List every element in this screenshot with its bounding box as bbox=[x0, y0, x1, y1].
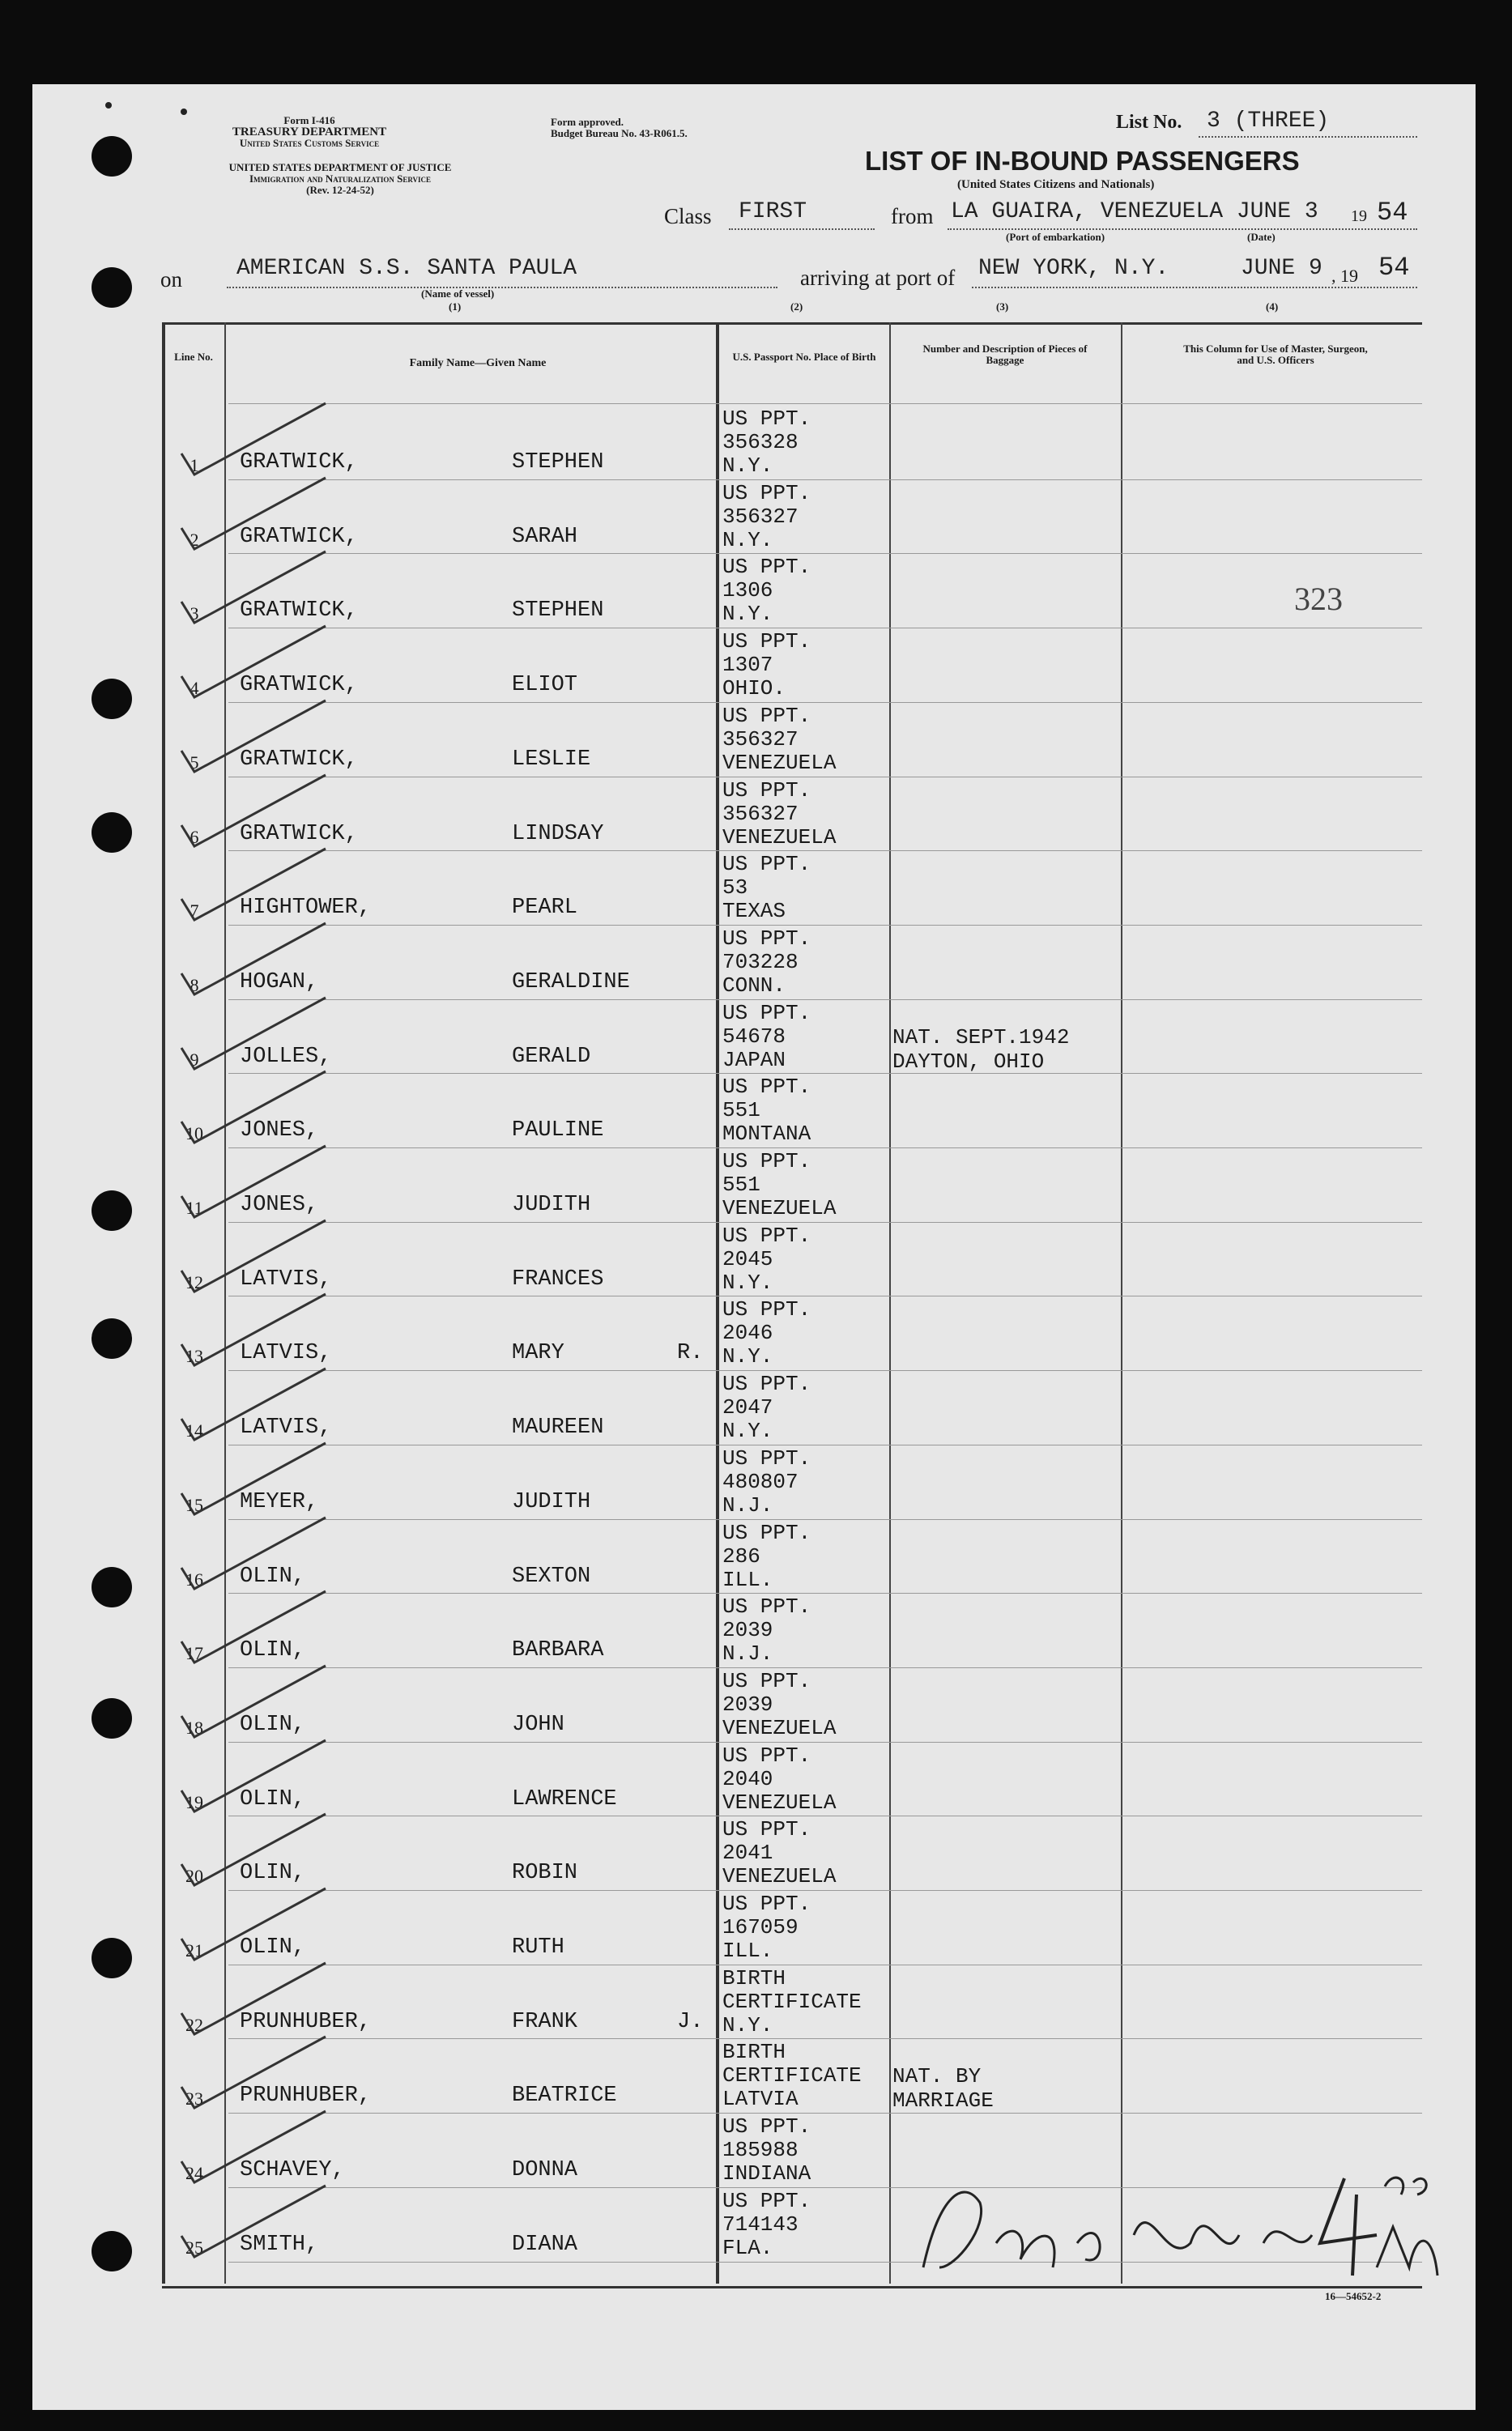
line-number: 25 bbox=[185, 2237, 203, 2258]
passport-line: US PPT. bbox=[722, 1668, 811, 1693]
row-separator bbox=[228, 1073, 1422, 1074]
punch-hole bbox=[92, 1698, 132, 1739]
passport-line: 1307 bbox=[722, 653, 773, 678]
given-name: JOHN bbox=[512, 1712, 564, 1737]
from-year-prefix: 19 bbox=[1351, 207, 1367, 225]
row-separator bbox=[228, 702, 1422, 703]
passport-line: US PPT. bbox=[722, 1223, 811, 1248]
passport-line: 54678 bbox=[722, 1024, 786, 1049]
arrival-year: 54 bbox=[1378, 253, 1410, 283]
line-number: 17 bbox=[185, 1643, 203, 1664]
passport-line: N.J. bbox=[722, 1641, 773, 1667]
department-block: UNITED STATES DEPARTMENT OF JUSTICE Immigration and Naturalization Service (Rev. 12-24-52) bbox=[228, 161, 452, 196]
passport-line: VENEZUELA bbox=[722, 1864, 837, 1889]
passport-line: US PPT. bbox=[722, 1372, 811, 1397]
middle-initial: J. bbox=[677, 2009, 704, 2034]
ink-dot bbox=[105, 102, 112, 109]
given-name: JUDITH bbox=[512, 1489, 591, 1514]
passport-line: ILL. bbox=[722, 1939, 773, 1963]
family-name: GRATWICK, bbox=[240, 747, 358, 772]
arrival-date: JUNE 9 bbox=[1241, 256, 1322, 281]
family-name: OLIN, bbox=[240, 1861, 306, 1886]
family-name: GRATWICK, bbox=[240, 821, 358, 846]
signature-text: Insp Singer 4 20 PM bbox=[891, 2146, 898, 2147]
given-name: ELIOT bbox=[512, 673, 578, 698]
family-name: JOLLES, bbox=[240, 1044, 332, 1069]
punch-hole bbox=[92, 2231, 132, 2271]
passport-line: US PPT. bbox=[722, 407, 811, 431]
passport-line: N.Y. bbox=[722, 453, 773, 478]
family-name: OLIN, bbox=[240, 1935, 306, 1960]
baggage-note: NAT. SEPT.1942 bbox=[892, 1024, 1070, 1049]
table-left-border bbox=[162, 322, 165, 2284]
date-caption: (Date) bbox=[1247, 231, 1276, 243]
given-name: MARY bbox=[512, 1341, 564, 1366]
col1-caption: (1) bbox=[449, 300, 462, 313]
row-separator bbox=[228, 1519, 1422, 1520]
class-value: FIRST bbox=[739, 199, 807, 224]
line-number: 1 bbox=[190, 455, 199, 475]
passport-line: 2041 bbox=[722, 1841, 773, 1866]
passport-line: OHIO. bbox=[722, 676, 786, 701]
arrival-port: NEW YORK, N.Y. bbox=[978, 256, 1169, 281]
line-number: 10 bbox=[185, 1123, 203, 1144]
on-label: on bbox=[160, 267, 182, 292]
list-no-underline bbox=[1199, 136, 1417, 138]
family-name: PRUNHUBER, bbox=[240, 2084, 372, 2109]
family-name: GRATWICK, bbox=[240, 450, 358, 475]
line-number: 5 bbox=[190, 751, 199, 773]
passport-line: 356327 bbox=[722, 801, 799, 826]
row-separator bbox=[228, 1667, 1422, 1668]
row-separator bbox=[228, 479, 1422, 480]
line-number: 7 bbox=[190, 900, 199, 922]
passport-line: VENEZUELA bbox=[722, 1715, 837, 1740]
line-number: 16 bbox=[185, 1569, 203, 1590]
ink-dot bbox=[181, 109, 187, 115]
passport-line: US PPT. bbox=[722, 2188, 811, 2213]
passport-line: N.Y. bbox=[722, 1419, 773, 1444]
passport-line: CERTIFICATE bbox=[722, 1989, 862, 2014]
given-name: BEATRICE bbox=[512, 2084, 617, 2109]
passport-line: LATVIA bbox=[722, 2087, 799, 2112]
punch-hole bbox=[92, 136, 132, 177]
from-value: LA GUAIRA, VENEZUELA JUNE 3 bbox=[951, 199, 1318, 224]
given-name: LESLIE bbox=[512, 747, 591, 772]
passport-line: US PPT. bbox=[722, 1520, 811, 1545]
line-number: 24 bbox=[185, 2163, 203, 2184]
stamp-number: 323 bbox=[1294, 581, 1343, 617]
row-separator bbox=[228, 999, 1422, 1000]
from-year: 54 bbox=[1377, 198, 1408, 228]
passport-line: 356327 bbox=[722, 504, 799, 529]
passport-line: 286 bbox=[722, 1543, 760, 1569]
passport-line: 2045 bbox=[722, 1246, 773, 1271]
passport-line: N.Y. bbox=[722, 602, 773, 627]
row-separator bbox=[228, 553, 1422, 554]
passport-line: FLA. bbox=[722, 2235, 773, 2260]
line-number: 8 bbox=[190, 974, 199, 995]
row-separator bbox=[228, 925, 1422, 926]
passport-line: 2039 bbox=[722, 1692, 773, 1717]
passport-line: 2040 bbox=[722, 1766, 773, 1791]
punch-hole bbox=[92, 812, 132, 853]
passport-line: INDIANA bbox=[722, 2161, 811, 2186]
middle-initial: R. bbox=[677, 1341, 704, 1366]
given-name: LINDSAY bbox=[512, 821, 604, 846]
given-name: DIANA bbox=[512, 2232, 578, 2257]
passport-line: 53 bbox=[722, 875, 748, 900]
passport-line: US PPT. bbox=[722, 1149, 811, 1173]
line-number: 15 bbox=[185, 1494, 203, 1515]
passport-line: TEXAS bbox=[722, 899, 786, 924]
given-name: STEPHEN bbox=[512, 450, 604, 475]
family-name: JONES, bbox=[240, 1193, 319, 1217]
line-number: 2 bbox=[190, 529, 199, 550]
check-mark-icon bbox=[172, 2179, 334, 2268]
given-name: FRANK bbox=[512, 2009, 578, 2034]
family-name: HIGHTOWER, bbox=[240, 896, 372, 921]
line-number: 19 bbox=[185, 1791, 203, 1812]
family-name: OLIN, bbox=[240, 1712, 306, 1737]
passport-line: 714143 bbox=[722, 2212, 799, 2237]
arrival-underline bbox=[972, 287, 1417, 288]
passport-line: US PPT. bbox=[722, 1892, 811, 1916]
line-number: 3 bbox=[190, 603, 199, 624]
family-name: OLIN, bbox=[240, 1564, 306, 1589]
family-name: MEYER, bbox=[240, 1489, 319, 1514]
passport-line: 551 bbox=[722, 1173, 760, 1197]
given-name: SARAH bbox=[512, 524, 578, 549]
passport-line: JAPAN bbox=[722, 1047, 786, 1072]
family-name: OLIN, bbox=[240, 1786, 306, 1812]
passport-line: 1306 bbox=[722, 578, 773, 603]
family-name: LATVIS, bbox=[240, 1416, 332, 1441]
form-approved: Form approved. Budget Bureau No. 43-R061.5. bbox=[551, 116, 688, 139]
line-number: 14 bbox=[185, 1420, 203, 1441]
form-block: Form I-416 TREASURY DEPARTMENT United States Customs Service bbox=[232, 114, 387, 149]
given-name: BARBARA bbox=[512, 1638, 604, 1663]
given-name: PEARL bbox=[512, 896, 578, 921]
list-no-value: 3 (THREE) bbox=[1207, 109, 1330, 134]
passport-line: MONTANA bbox=[722, 1122, 811, 1147]
given-name: FRANCES bbox=[512, 1267, 604, 1292]
family-name: SMITH, bbox=[240, 2232, 319, 2257]
passport-line: 356327 bbox=[722, 726, 799, 751]
col-header-passport: U.S. Passport No. Place of Birth bbox=[732, 351, 876, 363]
row-separator bbox=[228, 1890, 1422, 1891]
given-name: PAULINE bbox=[512, 1118, 604, 1143]
list-no-label: List No. bbox=[1116, 112, 1182, 133]
passport-line: N.J. bbox=[722, 1492, 773, 1518]
vessel-value: AMERICAN S.S. SANTA PAULA bbox=[236, 256, 577, 281]
baggage-note: MARRIAGE bbox=[892, 2088, 994, 2114]
line-number: 11 bbox=[185, 1198, 203, 1218]
given-name: MAUREEN bbox=[512, 1416, 604, 1441]
col-header-name: Family Name—Given Name bbox=[409, 357, 547, 369]
family-name: LATVIS, bbox=[240, 1341, 332, 1366]
col-divider-name bbox=[716, 322, 719, 2284]
baggage-note: DAYTON, OHIO bbox=[892, 1049, 1045, 1074]
given-name: ROBIN bbox=[512, 1861, 578, 1886]
row-separator bbox=[228, 2113, 1422, 2114]
class-label: Class bbox=[664, 204, 712, 228]
row-separator bbox=[228, 850, 1422, 851]
row-separator bbox=[228, 2038, 1422, 2039]
passport-line: 167059 bbox=[722, 1915, 799, 1939]
line-number: 21 bbox=[185, 1940, 203, 1961]
passport-line: US PPT. bbox=[722, 629, 811, 654]
passport-line: 185988 bbox=[722, 2138, 799, 2163]
family-name: HOGAN, bbox=[240, 969, 319, 994]
col-header-officers: This Column for Use of Master, Surgeon, and U.S. Officers bbox=[1183, 343, 1368, 366]
form-code: 16—54652-2 bbox=[1325, 2290, 1382, 2302]
punch-hole bbox=[92, 1318, 132, 1359]
family-name: JONES, bbox=[240, 1118, 319, 1143]
given-name: RUTH bbox=[512, 1935, 564, 1960]
passport-line: US PPT. bbox=[722, 480, 811, 505]
passport-line: US PPT. bbox=[722, 1817, 811, 1842]
family-name: LATVIS, bbox=[240, 1267, 332, 1292]
line-number: 20 bbox=[185, 1866, 203, 1887]
from-underline bbox=[948, 228, 1417, 230]
given-name: GERALDINE bbox=[512, 969, 630, 994]
family-name: GRATWICK, bbox=[240, 673, 358, 698]
line-number: 9 bbox=[190, 1049, 199, 1070]
line-number: 13 bbox=[185, 1346, 203, 1367]
given-name: SEXTON bbox=[512, 1564, 591, 1589]
class-underline bbox=[729, 228, 875, 230]
given-name: JUDITH bbox=[512, 1193, 591, 1217]
passport-line: US PPT. bbox=[722, 1743, 811, 1768]
passport-line: VENEZUELA bbox=[722, 750, 837, 775]
passport-line: CERTIFICATE bbox=[722, 2063, 862, 2088]
punch-hole bbox=[92, 1190, 132, 1231]
port-embark-caption: (Port of embarkation) bbox=[1006, 231, 1105, 243]
passport-line: 480807 bbox=[722, 1469, 799, 1494]
vessel-underline bbox=[227, 287, 777, 288]
header-bottom-line bbox=[228, 403, 1422, 404]
passport-line: 356328 bbox=[722, 430, 799, 454]
inspector-signature bbox=[891, 2146, 1442, 2292]
col-divider-passport bbox=[889, 322, 891, 2284]
family-name: OLIN, bbox=[240, 1638, 306, 1663]
passport-line: BIRTH bbox=[722, 2040, 786, 2065]
passport-line: VENEZUELA bbox=[722, 1196, 837, 1220]
line-number: 12 bbox=[185, 1271, 203, 1292]
from-label: from bbox=[891, 204, 934, 228]
passport-line: VENEZUELA bbox=[722, 1790, 837, 1815]
given-name: GERALD bbox=[512, 1044, 591, 1069]
passport-line: US PPT. bbox=[722, 1594, 811, 1620]
passport-line: N.Y. bbox=[722, 1344, 773, 1369]
arrival-year-prefix: , 19 bbox=[1331, 266, 1358, 286]
passport-line: N.Y. bbox=[722, 1270, 773, 1295]
passport-line: ILL. bbox=[722, 1567, 773, 1592]
passport-line: 2046 bbox=[722, 1321, 773, 1346]
passport-line: VENEZUELA bbox=[722, 824, 837, 849]
passport-line: 551 bbox=[722, 1098, 760, 1123]
passport-line: US PPT. bbox=[722, 555, 811, 580]
passport-line: US PPT. bbox=[722, 1297, 811, 1322]
col-divider-baggage bbox=[1121, 322, 1122, 2284]
family-name: GRATWICK, bbox=[240, 598, 358, 624]
given-name: LAWRENCE bbox=[512, 1786, 617, 1812]
page-subtitle: (United States Citizens and Nationals) bbox=[957, 178, 1155, 191]
passport-line: US PPT. bbox=[722, 1445, 811, 1471]
passport-line: US PPT. bbox=[722, 777, 811, 803]
passport-line: BIRTH bbox=[722, 1965, 786, 1990]
row-separator bbox=[228, 1147, 1422, 1148]
line-number: 23 bbox=[185, 2088, 203, 2110]
col3-caption: (3) bbox=[996, 300, 1009, 313]
page-title: LIST OF IN-BOUND PASSENGERS bbox=[865, 146, 1300, 176]
col4-caption: (4) bbox=[1266, 300, 1279, 313]
punch-hole bbox=[92, 1567, 132, 1607]
passport-line: N.Y. bbox=[722, 527, 773, 552]
family-name: SCHAVEY, bbox=[240, 2158, 345, 2183]
passport-line: N.Y. bbox=[722, 2012, 773, 2037]
baggage-note: NAT. BY bbox=[892, 2064, 982, 2089]
passport-line: US PPT. bbox=[722, 2114, 811, 2139]
passport-line: US PPT. bbox=[722, 926, 811, 951]
arriving-label: arriving at port of bbox=[800, 266, 956, 290]
given-name: STEPHEN bbox=[512, 598, 604, 624]
passport-line: 2047 bbox=[722, 1395, 773, 1420]
passport-line: 2039 bbox=[722, 1618, 773, 1643]
passport-line: US PPT. bbox=[722, 1075, 811, 1100]
row-separator bbox=[228, 1593, 1422, 1594]
line-number: 4 bbox=[190, 678, 199, 699]
col-header-line-no: Line No. bbox=[174, 351, 213, 363]
given-name: DONNA bbox=[512, 2158, 578, 2183]
row-separator bbox=[228, 1222, 1422, 1223]
passport-line: US PPT. bbox=[722, 852, 811, 877]
passport-line: CONN. bbox=[722, 973, 786, 998]
punch-hole bbox=[92, 1938, 132, 1978]
family-name: GRATWICK, bbox=[240, 524, 358, 549]
col2-caption: (2) bbox=[790, 300, 803, 313]
passport-line: US PPT. bbox=[722, 703, 811, 728]
row-separator bbox=[228, 1370, 1422, 1371]
vessel-caption: (Name of vessel) bbox=[421, 287, 495, 300]
col-header-baggage: Number and Description of Pieces of Baggage bbox=[922, 343, 1088, 366]
line-number: 18 bbox=[185, 1717, 203, 1738]
punch-hole bbox=[92, 679, 132, 719]
row-separator bbox=[228, 1742, 1422, 1743]
family-name: PRUNHUBER, bbox=[240, 2009, 372, 2034]
punch-hole bbox=[92, 267, 132, 308]
passport-line: US PPT. bbox=[722, 1000, 811, 1025]
line-number: 6 bbox=[190, 826, 199, 847]
line-number: 22 bbox=[185, 2014, 203, 2035]
passport-line: 703228 bbox=[722, 949, 799, 974]
